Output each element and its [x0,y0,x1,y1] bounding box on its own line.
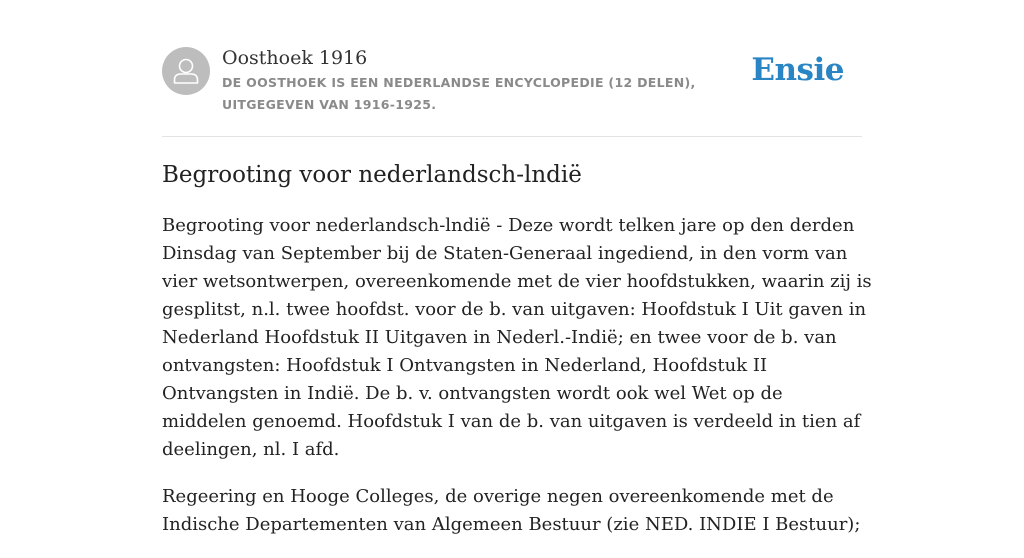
source-title[interactable]: Oosthoek 1916 [222,47,368,69]
ensie-logo[interactable]: Ensie [751,52,844,88]
article-title: Begrooting voor nederlandsch-lndië [162,162,582,188]
article-paragraph: Regeering en Hooge Colleges, de overige negen overeenkomende met de Indische Departementen van Algemeen Bestuur (zie NED. INDIE I Bestuur); [162,486,861,535]
source-avatar[interactable] [162,47,210,95]
article-paragraph: Begrooting voor nederlandsch-lndië - Deze wordt telken jare op den derden Dinsdag van September bij de Staten-Generaal ingediend, in den vorm van vier wetsontwerpen, overeenkomende met de vier hoofdstukken, waarin zij is gesplitst, n.l. twee hoofdst. voor de b. van uitgaven: Hoofdstuk I Uit gaven in Nederland Hoofdstuk II Uitgaven in Nederl.-Indië; en twee voor de b. van ontvangsten: Hoofdstuk I Ontvangsten in Nederland, Hoofdstuk II Ontvangsten in Indië. De b. v. ontvangsten wordt ook wel Wet op de middelen genoemd. Hoofdstuk I van de b. van uitgaven is verdeeld in tien af deelingen, nl. I afd. [162,215,872,460]
article-body [162,212,872,558]
source-header [162,44,862,137]
user-placeholder-icon [162,47,210,95]
source-description: DE OOSTHOEK IS EEN NEDERLANDSE ENCYCLOPEDIE (12 DELEN), UITGEGEVEN VAN 1916-1925. [222,75,696,112]
